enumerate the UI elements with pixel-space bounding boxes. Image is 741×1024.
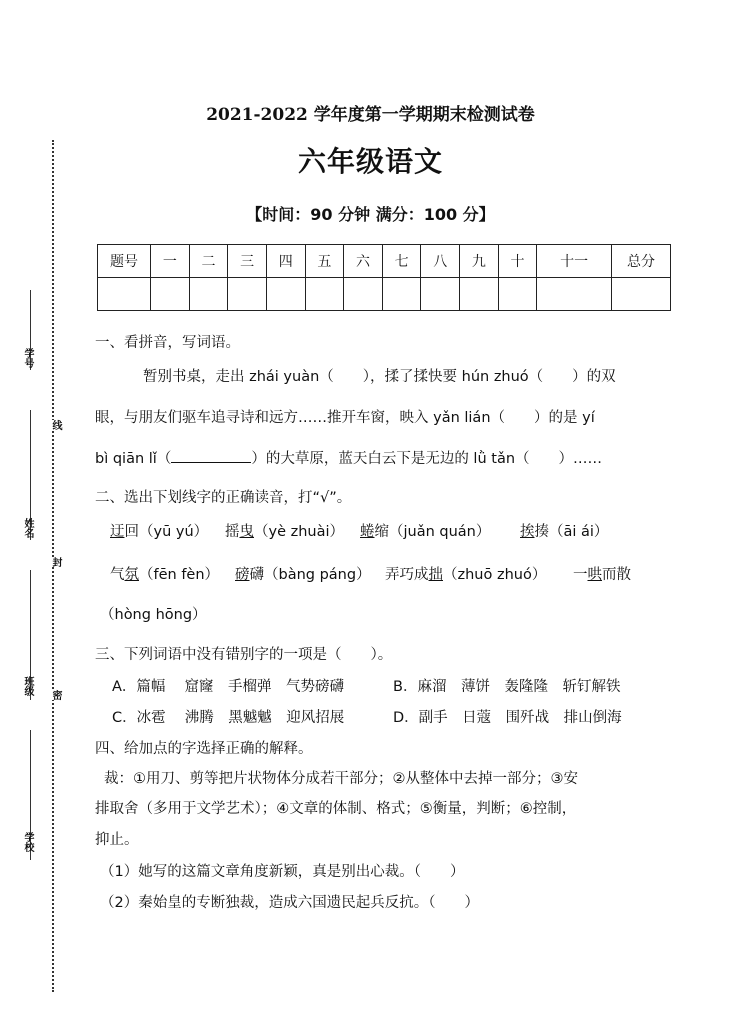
score-entry-cell[interactable] <box>305 278 344 311</box>
score-entry-cell[interactable] <box>98 278 151 311</box>
score-header-cell: 十 <box>498 245 537 278</box>
q3-heading: 三、下列词语中没有错别字的一项是（ ）。 <box>95 647 393 663</box>
underlined-char: 蜷 <box>360 524 375 540</box>
q2-item-prefix: 一 <box>573 567 588 583</box>
q2-item-4 <box>520 520 608 541</box>
underlined-char: 磅 <box>235 567 250 583</box>
score-entry-cell[interactable] <box>266 278 305 311</box>
q2-item-5 <box>110 563 219 584</box>
score-header-cell: 四 <box>266 245 305 278</box>
q2-item-text: 揍（āi ái） <box>534 524 609 540</box>
score-entry-cell[interactable] <box>537 278 612 311</box>
score-table-header-row <box>98 245 671 278</box>
score-table <box>97 244 671 311</box>
q2-item-3 <box>360 520 490 541</box>
score-header-cell: 三 <box>228 245 267 278</box>
q3-option-d: D．副手 日蔻 围歼战 排山倒海 <box>393 710 622 726</box>
score-entry-cell[interactable] <box>151 278 190 311</box>
q4-sentence-2: （2）秦始皇的专断独裁，造成六国遗民起兵反抗。（ ） <box>100 895 479 911</box>
exam-title: 2021-2022 学年度第一学期期末检测试卷 <box>206 105 535 125</box>
q2-item-text: （fēn fèn） <box>139 567 220 583</box>
exam-time-info: 【时间：90 分钟 满分：100 分】 <box>246 205 495 224</box>
underlined-char: 氛 <box>124 567 139 583</box>
underlined-char: 曳 <box>239 524 254 540</box>
q2-item-7 <box>385 563 546 584</box>
q2-item-text: 礴（bàng páng） <box>249 567 371 583</box>
exam-subject: 六年级语文 <box>297 145 443 178</box>
q2-item-text: （yè zhuài） <box>254 524 345 540</box>
q1-line-3-end: ）的大草原，蓝天白云下是无边的 lǜ tǎn（ ）…… <box>251 451 603 467</box>
q2-item-text: 而散 <box>602 567 631 583</box>
score-header-cell: 五 <box>305 245 344 278</box>
seal-char-line: 线 <box>50 420 61 430</box>
score-header-cell: 总分 <box>612 245 671 278</box>
q4-heading: 四、给加点的字选择正确的解释。 <box>95 741 313 757</box>
student-id-label: 学号 <box>22 348 33 368</box>
seal-char-seal: 封 <box>50 557 61 567</box>
q2-item-8 <box>573 563 631 584</box>
q2-item-1 <box>110 520 208 541</box>
score-header-cell: 十一 <box>537 245 612 278</box>
q4-definition-line-3: 抑止。 <box>95 832 139 848</box>
score-entry-cell[interactable] <box>612 278 671 311</box>
q2-item-prefix: 气 <box>110 567 125 583</box>
answer-blank[interactable] <box>171 448 251 463</box>
q4-definition-line-1: 裁：①用刀、剪等把片状物体分成若干部分；②从整体中去掉一部分；③安 <box>104 771 578 787</box>
underlined-char: 哄 <box>587 567 602 583</box>
school-label: 学校 <box>22 832 33 852</box>
q2-item-prefix: 弄巧成 <box>385 567 429 583</box>
q2-item-text: 回（yū yú） <box>124 524 209 540</box>
score-entry-cell[interactable] <box>344 278 383 311</box>
q4-definition-line-2: 排取舍（多用于文学艺术）；④文章的体制、格式；⑤衡量，判断；⑥控制， <box>95 801 577 817</box>
score-header-cell: 六 <box>344 245 383 278</box>
q3-option-c: C．冰雹 沸腾 黑魆魆 迎风招展 <box>112 710 345 726</box>
q4-sentence-1: （1）她写的这篇文章角度新颖，真是别出心裁。（ ） <box>100 864 465 880</box>
name-label: 姓名 <box>22 518 33 538</box>
underlined-char: 拙 <box>428 567 443 583</box>
q1-line-1: 暂别书桌，走出 zhái yuàn（ ），揉了揉快要 hún zhuó（ ）的双 <box>143 369 616 385</box>
q2-item-8-pinyin: （hòng hōng） <box>100 607 207 623</box>
seal-char-secret: 密 <box>50 690 61 700</box>
q2-heading: 二、选出下划线字的正确读音，打“√”。 <box>95 490 352 506</box>
q2-item-text: 缩（juǎn quán） <box>374 524 491 540</box>
score-header-cell: 一 <box>151 245 190 278</box>
q2-item-text: （zhuō zhuó） <box>443 567 547 583</box>
score-header-cell: 二 <box>189 245 228 278</box>
score-header-cell: 九 <box>460 245 499 278</box>
class-label: 班级 <box>22 676 33 696</box>
score-entry-cell[interactable] <box>382 278 421 311</box>
q1-line-3-start: bì qiān lǐ（ <box>95 451 172 467</box>
score-header-cell: 七 <box>382 245 421 278</box>
underlined-char: 迂 <box>110 524 125 540</box>
underlined-char: 挨 <box>520 524 535 540</box>
score-header-cell: 八 <box>421 245 460 278</box>
q3-option-b: B．麻溜 薄饼 轰隆隆 斩钉解铁 <box>393 679 621 695</box>
score-entry-cell[interactable] <box>228 278 267 311</box>
q1-line-2: 眼，与朋友们驱车追寻诗和远方……推开车窗，映入 yǎn lián（ ）的是 yí <box>95 410 595 426</box>
score-entry-cell[interactable] <box>189 278 228 311</box>
q2-item-2 <box>225 520 344 541</box>
score-entry-cell[interactable] <box>421 278 460 311</box>
q3-option-a: A．篇幅 窟窿 手榴弹 气势磅礴 <box>112 679 345 695</box>
score-entry-cell[interactable] <box>498 278 537 311</box>
score-header-cell: 题号 <box>98 245 151 278</box>
q1-line-3 <box>95 447 602 468</box>
q2-item-prefix: 摇 <box>225 524 240 540</box>
score-entry-cell[interactable] <box>460 278 499 311</box>
score-table-entry-row <box>98 278 671 311</box>
q2-item-6 <box>235 563 371 584</box>
q1-heading: 一、看拼音，写词语。 <box>95 335 240 351</box>
